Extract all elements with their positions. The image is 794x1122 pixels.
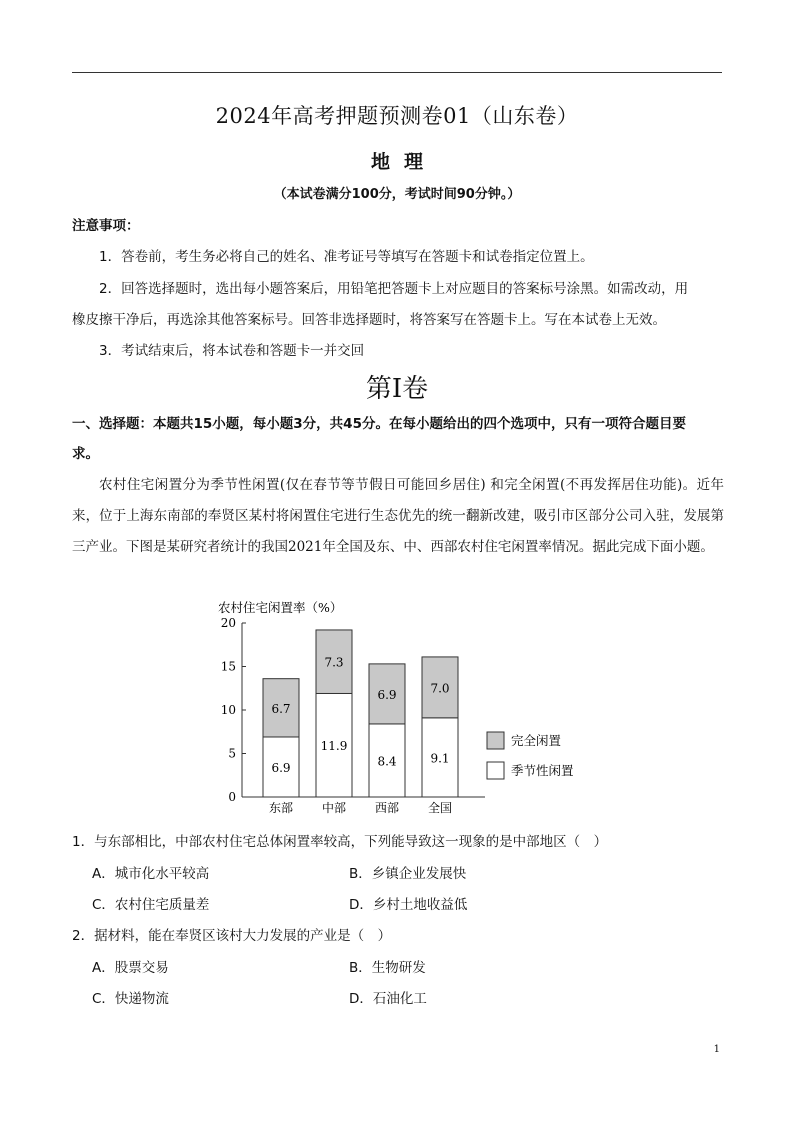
question-2-option-a[interactable]: A．股票交易 bbox=[92, 960, 169, 976]
instruction-item-2: 2．回答选择题时，选出每小题答案后，用铅笔把答题卡上对应题目的答案标号涂黑。如需改动，用 bbox=[99, 281, 689, 297]
instruction-item-2-cont: 橡皮擦干净后，再选涂其他答案标号。回答非选择题时，将答案写在答题卡上。写在本试卷上无效。 bbox=[72, 312, 666, 328]
question-2-option-d[interactable]: D．石油化工 bbox=[349, 991, 427, 1007]
x-axis bbox=[269, 800, 452, 815]
legend-label: 季节性闲置 bbox=[511, 763, 574, 778]
bar-value-label: 9.1 bbox=[430, 751, 450, 766]
chart-legend bbox=[487, 732, 574, 779]
question-2-option-b[interactable]: B．生物研发 bbox=[349, 960, 426, 976]
bar-value-label: 7.3 bbox=[324, 655, 344, 670]
x-tick-label: 东部 bbox=[268, 801, 294, 815]
part-one-heading: 一、选择题：本题共15小题，每小题3分，共45分。在每小题给出的四个选项中，只有一项符合题目要 bbox=[72, 416, 686, 432]
x-tick-label: 中部 bbox=[321, 801, 347, 815]
question-1-option-a[interactable]: A．城市化水平较高 bbox=[92, 866, 210, 882]
instruction-item-1: 1．答卷前，考生务必将自己的姓名、准考证号等填写在答题卡和试卷指定位置上。 bbox=[99, 249, 594, 265]
legend-label: 完全闲置 bbox=[511, 733, 562, 748]
page-number: 1 bbox=[713, 1044, 720, 1055]
exam-title: 2024年高考押题预测卷01（山东卷） bbox=[215, 104, 579, 128]
legend-swatch bbox=[487, 732, 504, 749]
bars bbox=[263, 630, 458, 797]
question-1-option-d[interactable]: D．乡村土地收益低 bbox=[349, 897, 468, 913]
y-tick-label: 5 bbox=[228, 746, 236, 761]
question-1-option-c[interactable]: C．农村住宅质量差 bbox=[92, 897, 210, 913]
idle-rate-chart bbox=[200, 596, 620, 818]
instructions-heading: 注意事项： bbox=[72, 218, 140, 234]
passage-text: 农村住宅闲置分为季节性闲置(仅在春节等节假日可能回乡居住) 和完全闲置(不再发挥居住功能)。近年来，位于上海东南部的奉贤区某村将闲置住宅进行生态优先的统一翻新改建，吸引市区部分公司入驻，发展第三产业。下图是某研究者统计的我国2021年全国及东、中、西部农村住宅闲置率情况。据此完成下面小题。 bbox=[72, 477, 724, 555]
subject-title: 地理 bbox=[370, 151, 437, 173]
question-2-stem: 2．据材料，能在奉贤区该村大力发展的产业是（ ） bbox=[72, 928, 392, 944]
question-2-option-c[interactable]: C．快递物流 bbox=[92, 991, 169, 1007]
bar-value-label: 11.9 bbox=[320, 739, 348, 754]
part-one-heading-cont: 求。 bbox=[72, 446, 99, 462]
header-rule bbox=[72, 72, 722, 73]
question-1-option-b[interactable]: B．乡镇企业发展快 bbox=[349, 866, 467, 882]
y-tick-label: 15 bbox=[220, 659, 236, 674]
bar-value-label: 6.9 bbox=[271, 760, 291, 775]
x-tick-label: 西部 bbox=[374, 801, 400, 815]
instruction-item-3: 3．考试结束后，将本试卷和答题卡一并交回 bbox=[99, 343, 365, 359]
y-tick-label: 10 bbox=[220, 703, 236, 717]
y-tick-label: 20 bbox=[220, 616, 236, 630]
exam-note: （本试卷满分100分，考试时间90分钟。） bbox=[273, 187, 521, 202]
bar-value-label: 6.9 bbox=[377, 687, 397, 702]
x-tick-label: 全国 bbox=[427, 801, 453, 815]
bar-value-label: 6.7 bbox=[271, 701, 291, 716]
legend-swatch bbox=[487, 762, 504, 779]
chart-title: 农村住宅闲置率（%） bbox=[218, 600, 343, 615]
y-tick-label: 0 bbox=[228, 790, 236, 804]
bar-value-label: 7.0 bbox=[430, 681, 450, 696]
bar-value-label: 8.4 bbox=[377, 754, 397, 769]
section-title: 第Ⅰ卷 bbox=[365, 374, 429, 404]
question-1-stem: 1．与东部相比，中部农村住宅总体闲置率较高，下列能导致这一现象的是中部地区（ ） bbox=[72, 834, 608, 850]
